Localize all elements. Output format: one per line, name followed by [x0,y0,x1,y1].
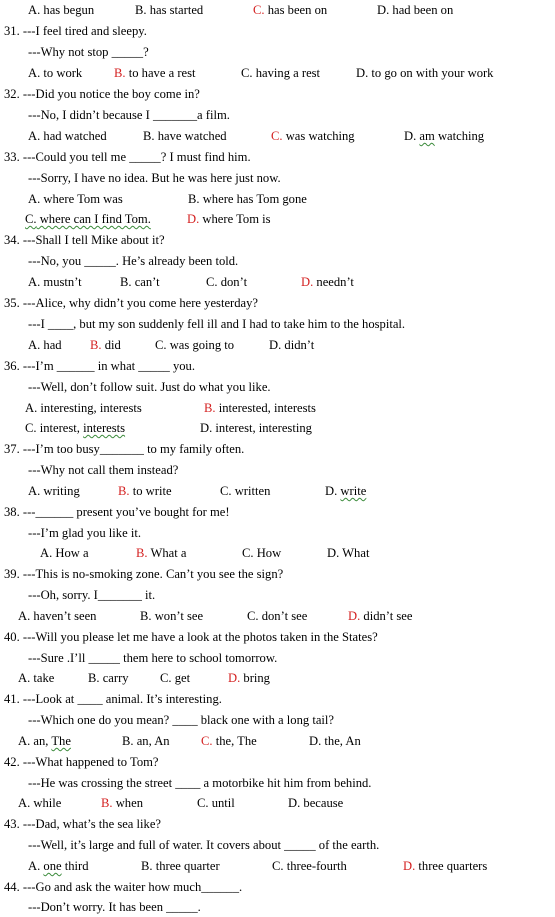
option-letter: B. [90,338,102,352]
answer-option [28,129,107,143]
dialogue-line: ---Why not stop _____? [28,45,149,59]
option-letter: C. [247,609,259,623]
option-text: interest, interesting [212,421,312,435]
answer-option [136,546,187,560]
option-letter: D. [348,609,361,623]
question-stem: 35. ---Alice, why didn’t you come here yesterday? [4,296,259,310]
answer-option [25,421,125,435]
option-letter: C. [201,734,213,748]
option-text: get [171,671,191,685]
answer-option [247,609,307,623]
option-letter: B. [204,401,216,415]
option-text: interest, interests [36,421,126,435]
answer-option [187,212,271,226]
answer-option [114,66,196,80]
answer-option [118,484,172,498]
option-letter: B. [140,609,152,623]
option-letter: B. [101,796,113,810]
answer-option [18,609,96,623]
answer-option [301,275,354,289]
question-stem: 39. ---This is no-smoking zone. Can’t you see the sign? [4,567,284,581]
answer-option [309,734,361,748]
option-text: three quarters [415,859,488,873]
option-text: take [30,671,55,685]
option-letter: A. [28,192,41,206]
option-letter: C. [241,66,253,80]
option-letter: A. [28,66,41,80]
option-letter: C. [253,3,265,17]
option-letter: D. [403,859,416,873]
option-text: didn’t see [360,609,413,623]
dialogue-line: ---Don’t worry. It has been _____. [28,900,201,914]
option-text: where Tom was [40,192,123,206]
question-stem: 40. ---Will you please let me have a look at the photos taken in the States? [4,630,378,644]
option-letter: D. [327,546,340,560]
answer-option [253,3,327,17]
option-text: bring [240,671,270,685]
answer-option [197,796,235,810]
option-letter: B. [88,671,100,685]
answer-option [25,401,142,415]
option-text: to write [129,484,172,498]
answer-option [272,859,347,873]
option-letter: D. [187,212,200,226]
answer-option [18,796,61,810]
option-letter: D. [377,3,390,17]
option-text: where Tom is [199,212,271,226]
option-text: to work [40,66,83,80]
option-text: to go on with your work [368,66,494,80]
option-text: the, The [212,734,257,748]
option-text: where can I find Tom. [36,212,151,226]
option-letter: A. [40,546,53,560]
option-text: has been on [264,3,328,17]
option-text: was watching [282,129,355,143]
answer-option [141,859,220,873]
answer-option [18,734,71,748]
answer-option [241,66,320,80]
option-text: did [101,338,121,352]
option-text: three quarter [152,859,220,873]
option-text: the, An [321,734,361,748]
answer-option [220,484,270,498]
dialogue-line: ---I ____, but my son suddenly fell ill and I had to take him to the hospital. [28,317,406,331]
option-text: where has Tom gone [199,192,307,206]
option-text: can’t [131,275,160,289]
answer-option [143,129,227,143]
option-letter: A. [18,609,31,623]
option-letter: C. [197,796,209,810]
option-letter: A. [28,3,41,17]
option-text: have watched [154,129,227,143]
dialogue-line: ---Well, don’t follow suit. Just do what you like. [28,380,271,394]
option-letter: D. [200,421,213,435]
answer-option [122,734,170,748]
option-letter: C. [155,338,167,352]
answer-option [288,796,343,810]
option-letter: A. [18,734,31,748]
option-text: writing [40,484,80,498]
option-letter: D. [325,484,338,498]
option-text: What [339,546,370,560]
option-letter: D. [309,734,322,748]
option-letter: A. [18,796,31,810]
option-text: to have a rest [125,66,196,80]
option-text: when [112,796,143,810]
answer-option [327,546,369,560]
answer-option [28,484,80,498]
dialogue-line: ---He was crossing the street ____ a motorbike hit him from behind. [28,776,372,790]
answer-option [155,338,234,352]
answer-option [28,859,89,873]
answer-option [40,546,89,560]
option-letter: C. [271,129,283,143]
answer-option [403,859,487,873]
option-letter: B. [135,3,147,17]
option-text: until [208,796,235,810]
option-letter: B. [120,275,132,289]
answer-option [201,734,257,748]
option-letter: B. [136,546,148,560]
option-letter: A. [18,671,31,685]
option-text: had watched [40,129,107,143]
option-letter: A. [28,129,41,143]
option-text: interesting, interests [37,401,142,415]
answer-option [228,671,270,685]
option-letter: D. [228,671,241,685]
option-letter: C. [25,212,37,226]
dialogue-line: ---No, I didn’t because I _______a film. [28,108,230,122]
option-letter: B. [114,66,126,80]
option-text: three-fourth [283,859,347,873]
answer-option [18,671,54,685]
answer-option [348,609,412,623]
option-letter: D. [288,796,301,810]
question-stem: 36. ---I’m ______ in what _____ you. [4,359,195,373]
answer-option [271,129,355,143]
answer-option [140,609,203,623]
dialogue-line: ---Which one do you mean? ____ black one with a long tail? [28,713,335,727]
option-text: was going to [166,338,235,352]
option-text: has begun [40,3,95,17]
option-text: while [30,796,62,810]
answer-option [28,192,123,206]
option-text: having a rest [252,66,321,80]
option-letter: A. [28,275,41,289]
answer-option [90,338,121,352]
option-text: interested, interests [215,401,316,415]
option-text: don’t [217,275,248,289]
option-text: write [340,484,367,498]
answer-option [356,66,493,80]
question-stem: 42. ---What happened to Tom? [4,755,159,769]
option-letter: A. [28,859,41,873]
option-letter: A. [25,401,38,415]
option-text: because [300,796,344,810]
answer-option [25,212,151,226]
question-stem: 33. ---Could you tell me _____? I must find him. [4,150,251,164]
dialogue-line: ---No, you _____. He’s already been told. [28,254,239,268]
dialogue-line: ---Well, it’s large and full of water. It covers about _____ of the earth. [28,838,380,852]
option-letter: C. [242,546,254,560]
option-letter: D. [269,338,282,352]
dialogue-line: ---Why not call them instead? [28,463,179,477]
option-text: has started [146,3,204,17]
answer-option [101,796,143,810]
answer-option [28,338,62,352]
option-text: an, An [133,734,170,748]
answer-option [242,546,281,560]
option-text: am watching [419,129,485,143]
dialogue-line: ---Sorry, I have no idea. But he was here just now. [28,171,281,185]
answer-option [200,421,312,435]
question-stem: 41. ---Look at ____ animal. It’s interesting. [4,692,222,706]
option-text: won’t see [151,609,204,623]
option-letter: D. [301,275,314,289]
dialogue-line: ---I’m glad you like it. [28,526,141,540]
question-stem: 34. ---Shall I tell Mike about it? [4,233,165,247]
option-text: haven’t seen [30,609,97,623]
option-letter: A. [28,338,41,352]
answer-option [204,401,316,415]
question-stem: 44. ---Go and ask the waiter how much______. [4,880,243,894]
option-letter: A. [28,484,41,498]
option-text: needn’t [313,275,354,289]
option-letter: B. [122,734,134,748]
option-letter: C. [160,671,172,685]
option-text: carry [99,671,129,685]
answer-option [28,66,82,80]
question-stem: 32. ---Did you notice the boy come in? [4,87,200,101]
dialogue-line: ---Oh, sorry. I_______ it. [28,588,156,602]
option-letter: C. [206,275,218,289]
answer-option [269,338,314,352]
answer-option [160,671,190,685]
question-stem: 43. ---Dad, what’s the sea like? [4,817,162,831]
option-letter: C. [25,421,37,435]
option-letter: B. [141,859,153,873]
option-text: an, The [30,734,71,748]
option-text: one third [43,859,89,873]
answer-option [28,275,82,289]
option-letter: D. [404,129,417,143]
answer-option [377,3,453,17]
option-text: didn’t [281,338,315,352]
option-letter: C. [272,859,284,873]
option-text: written [231,484,271,498]
option-letter: B. [118,484,130,498]
option-letter: B. [188,192,200,206]
option-text: had [40,338,62,352]
answer-option [135,3,203,17]
option-text: had been on [389,3,454,17]
option-text: How [253,546,282,560]
answer-option [120,275,160,289]
option-text: What a [147,546,187,560]
answer-option [325,484,366,498]
answer-option [188,192,307,206]
option-letter: C. [220,484,232,498]
answer-option [28,3,94,17]
option-letter: D. [356,66,369,80]
option-text: don’t see [258,609,308,623]
answer-option [206,275,247,289]
option-letter: B. [143,129,155,143]
question-stem: 38. ---______ present you’ve bought for me! [4,505,230,519]
dialogue-line: ---Sure .I’ll _____ them here to school tomorrow. [28,651,278,665]
option-text: mustn’t [40,275,82,289]
answer-option [88,671,129,685]
option-text: How a [52,546,89,560]
answer-option [404,129,484,143]
question-stem: 31. ---I feel tired and sleepy. [4,24,147,38]
question-stem: 37. ---I’m too busy_______ to my family often. [4,442,245,456]
